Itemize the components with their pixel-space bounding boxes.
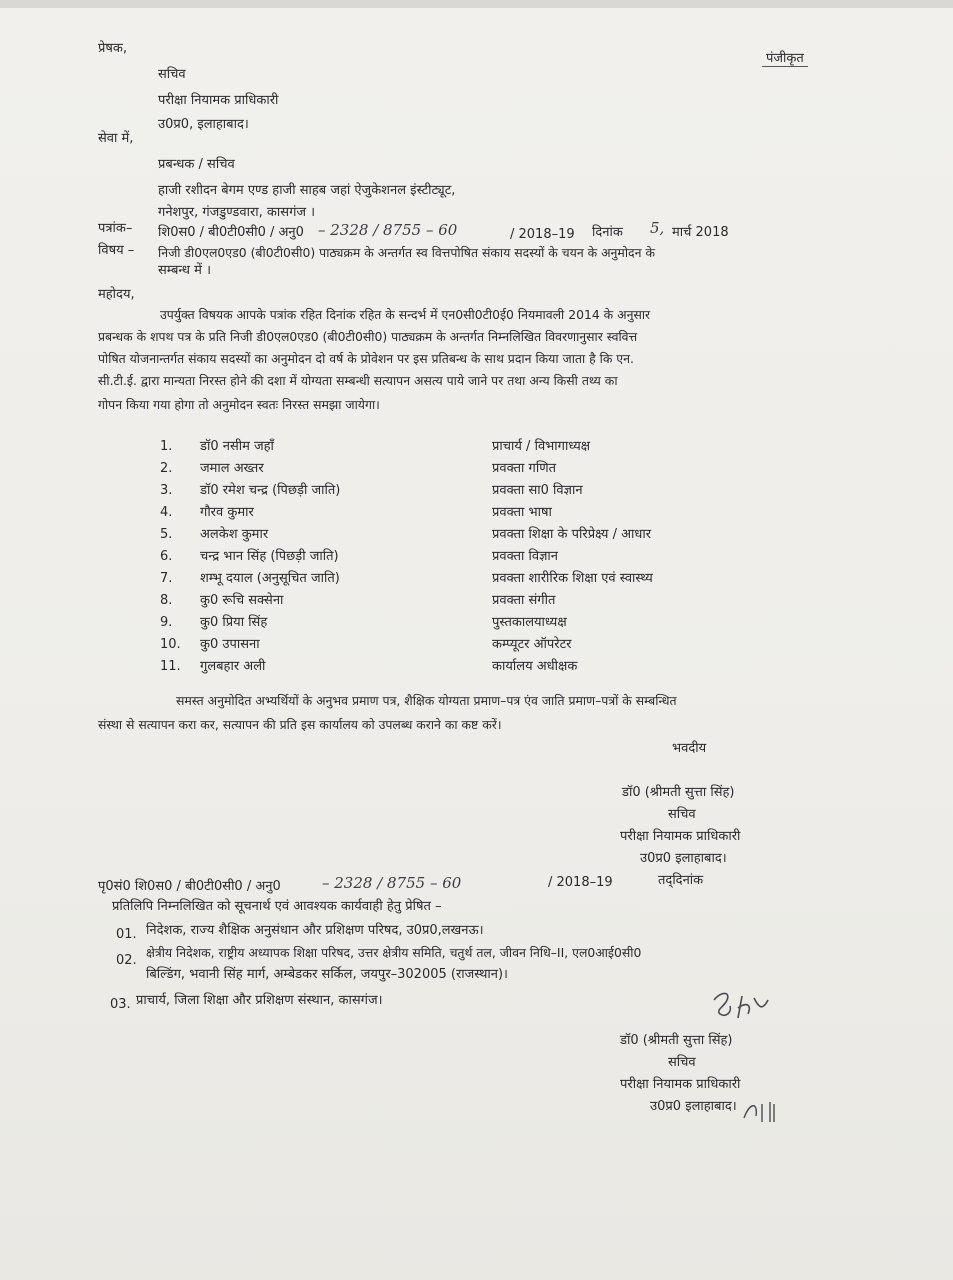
- subject-line-2: सम्बन्ध में ।: [158, 263, 211, 278]
- sender-city: उ0प्र0, इलाहाबाद।: [158, 117, 249, 132]
- faculty-post: प्रवक्ता शिक्षा के परिप्रेक्ष्य / आधार: [492, 527, 652, 542]
- closing: भवदीय: [672, 741, 707, 756]
- ref-handwritten-number: – 2328 / 8755 – 60: [318, 221, 458, 239]
- faculty-name: कु0 उपासना: [200, 637, 260, 652]
- faculty-name: कु0 प्रिया सिंह: [200, 615, 268, 630]
- faculty-name: गौरव कुमार: [200, 505, 254, 520]
- faculty-name: अलकेश कुमार: [200, 527, 269, 542]
- endorsement-date: तद्‌दिनांक: [658, 873, 704, 888]
- faculty-post: कम्प्यूटर ऑपरेटर: [492, 637, 572, 652]
- ref-year: / 2018–19: [510, 227, 575, 242]
- faculty-no: 8.: [160, 593, 173, 608]
- sender-designation: सचिव: [158, 67, 186, 82]
- initials-signature: [708, 988, 780, 1024]
- endorsement-handwritten-number: – 2328 / 8755 – 60: [322, 874, 462, 892]
- copy-no: 02.: [116, 953, 137, 968]
- body-line-2: प्रबन्धक के शपथ पत्र के प्रति निजी डी0एल0एड0 (बी0टी0सी0) पाठ्यक्रम के अन्तर्गत निम्नलिखित विवरणानुसार स्ववित्त: [98, 329, 638, 344]
- signatory-office: परीक्षा नियामक प्राधिकारी: [620, 829, 741, 844]
- faculty-post: कार्यालय अधीक्षक: [492, 659, 578, 674]
- faculty-name: डॉ0 रमेश चन्द्र (पिछड़ी जाति): [200, 483, 341, 498]
- faculty-post: प्राचार्य / विभागाध्यक्ष: [492, 439, 591, 454]
- copy-text: निदेशक, राज्य शैक्षिक अनुसंधान और प्रशिक्षण परिषद, उ0प्र0,लखनऊ।: [146, 923, 484, 938]
- subject-label: विषय –: [98, 243, 135, 258]
- faculty-name: चन्द्र भान सिंह (पिछड़ी जाति): [200, 549, 339, 564]
- signatory-designation: सचिव: [668, 807, 696, 822]
- ref-prefix: शि0स0 / बी0टी0सी0 / अनु0: [158, 225, 304, 240]
- page-fold-edge: [0, 0, 953, 8]
- faculty-no: 5.: [160, 527, 173, 542]
- body-line-1: उपर्युक्त विषयक आपके पत्रांक रहित दिनांक रहित के सन्दर्भ में एन0सी0टी0ई0 नियमावली 2014 के अनुसार: [160, 307, 651, 322]
- faculty-no: 2.: [160, 461, 173, 476]
- faculty-post: प्रवक्ता भाषा: [492, 505, 552, 520]
- copy-no: 01.: [116, 927, 137, 942]
- copy-no: 03.: [110, 997, 131, 1012]
- faculty-no: 9.: [160, 615, 173, 630]
- registered-stamp: पंजीकृत: [762, 48, 808, 67]
- faculty-no: 6.: [160, 549, 173, 564]
- endorsement-prefix: पृ0सं0 शि0स0 / बी0टी0सी0 / अनु0: [98, 879, 281, 894]
- faculty-post: प्रवक्ता शारीरिक शिक्षा एवं स्वास्थ्य: [492, 571, 653, 586]
- faculty-no: 11.: [160, 659, 181, 674]
- faculty-post: प्रवक्ता सा0 विज्ञान: [492, 483, 583, 498]
- faculty-name: कु0 रूचि सक्सेना: [200, 593, 284, 608]
- faculty-name: डॉ0 नसीम जहाँ: [200, 439, 274, 454]
- signatory-office-2: परीक्षा नियामक प्राधिकारी: [620, 1077, 741, 1092]
- endorsement-year: / 2018–19: [548, 875, 613, 890]
- ref-date-day: 5,: [650, 219, 665, 237]
- verification-line-2: संस्था से सत्यापन करा कर, सत्यापन की प्रति इस कार्यालय को उपलब्ध कराने का कष्ट करें।: [98, 717, 502, 732]
- sender-office: परीक्षा नियामक प्राधिकारी: [158, 93, 279, 108]
- subject-line-1: निजी डी0एल0एड0 (बी0टी0सी0) पाठ्यक्रम के अन्तर्गत स्व वित्तपोषित संकाय सदस्यों के चयन के अनुमोदन के: [158, 245, 655, 260]
- signatory-designation-2: सचिव: [668, 1055, 696, 1070]
- faculty-post: पुस्तकालयाध्यक्ष: [492, 615, 567, 630]
- ref-date-rest: मार्च 2018: [672, 225, 729, 240]
- signatory-name: डॉ0 (श्रीमती सुत्ता सिंह): [622, 785, 735, 800]
- handwritten-mark: [740, 1096, 800, 1126]
- endorsement-intro: प्रतिलिपि निम्नलिखित को सूचनार्थ एवं आवश्यक कार्यवाही हेतु प्रेषित –: [112, 899, 442, 914]
- faculty-post: प्रवक्ता संगीत: [492, 593, 556, 608]
- faculty-no: 7.: [160, 571, 173, 586]
- ref-date-label: दिनांक: [592, 225, 623, 240]
- recipient-institute: हाजी रशीदन बेगम एण्ड हाजी साहब जहां ऐजुकेशनल इंस्टीट्यूट,: [158, 183, 456, 198]
- sender-label: प्रेषक,: [98, 41, 128, 56]
- verification-line-1: समस्त अनुमोदित अभ्यर्थियों के अनुभव प्रमाण पत्र, शैक्षिक योग्यता प्रमाण–पत्र एंव जाति प्रमाण–पत्रों के सम्बन्धित: [176, 693, 677, 708]
- faculty-no: 4.: [160, 505, 173, 520]
- recipient-designation: प्रबन्धक / सचिव: [158, 157, 235, 172]
- signatory-city-2: उ0प्र0 इलाहाबाद।: [650, 1099, 737, 1114]
- body-line-4: सी.टी.ई. द्वारा मान्यता निरस्त होने की दशा में योग्यता सम्बन्धी सत्यापन असत्य पाये जाने पर तथा अन्य किसी तथ्य का: [98, 373, 618, 388]
- signatory-city: उ0प्र0 इलाहाबाद।: [640, 851, 727, 866]
- copy-text: क्षेत्रीय निदेशक, राष्ट्रीय अध्यापक शिक्षा परिषद, उत्तर क्षेत्रीय समिति, चतुर्थ तल, जीवन निधि–II, एल0आई0सी0: [146, 945, 642, 960]
- faculty-post: प्रवक्ता विज्ञान: [492, 549, 559, 564]
- faculty-name: जमाल अख्तर: [200, 461, 264, 476]
- salutation: महोदय,: [98, 287, 135, 302]
- recipient-address: गनेशपुर, गंजडुण्डवारा, कासगंज ।: [158, 205, 316, 220]
- copy-text: प्राचार्य, जिला शिक्षा और प्रशिक्षण संस्थान, कासगंज।: [136, 993, 383, 1008]
- faculty-no: 1.: [160, 439, 173, 454]
- faculty-no: 3.: [160, 483, 173, 498]
- faculty-no: 10.: [160, 637, 181, 652]
- body-line-3: पोषित योजनान्तर्गत संकाय सदस्यों का अनुमोदन दो वर्ष के प्रोवेशन पर इस प्रतिबन्ध के साथ प्रदान किया जाता है कि एन.: [98, 351, 634, 366]
- faculty-post: प्रवक्ता गणित: [492, 461, 556, 476]
- recipient-label: सेवा में,: [98, 131, 134, 146]
- signatory-name-2: डॉ0 (श्रीमती सुत्ता सिंह): [620, 1033, 733, 1048]
- copy-text-continued: बिल्डिंग, भवानी सिंह मार्ग, अम्बेडकर सर्किल, जयपुर–302005 (राजस्थान)।: [146, 967, 508, 982]
- faculty-name: गुलबहार अली: [200, 659, 266, 674]
- faculty-name: शम्भू दयाल (अनुसूचित जाति): [200, 571, 340, 586]
- ref-label: पत्रांक–: [98, 221, 133, 236]
- body-line-5: गोपन किया गया होगा तो अनुमोदन स्वतः निरस्त समझा जायेगा।: [98, 397, 380, 412]
